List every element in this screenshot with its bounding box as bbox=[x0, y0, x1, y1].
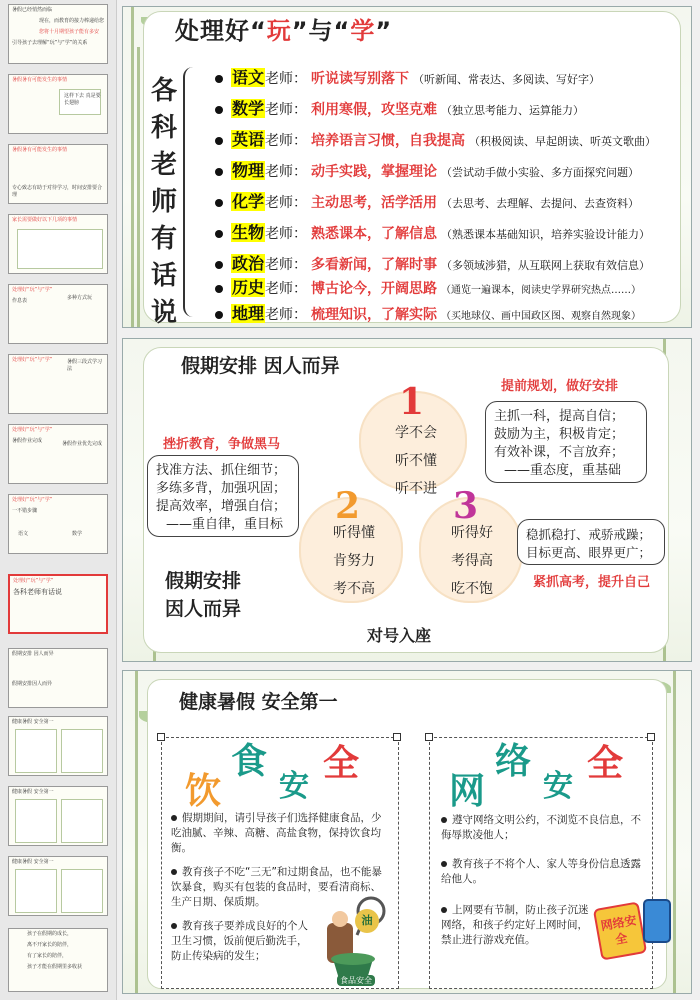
brace-divider bbox=[183, 67, 201, 317]
subject-row: 地理老师： 梳理知识，了解实际 （买地球仪、画中国政区图、观察自然现象） bbox=[215, 301, 641, 323]
subject-row: 物理老师： 动手实践，掌握理论 （尝试动手做小实验、多方面探究问题） bbox=[215, 158, 639, 180]
slide-safety bbox=[122, 670, 692, 994]
slide-thumbnail-10[interactable] bbox=[8, 648, 108, 708]
level-1-text: 学不会 听不懂 听不进 bbox=[395, 425, 437, 497]
network-bullet-3: 上网要有节制，防止孩子沉迷网络，和孩子约定好上网时间，禁止进行游戏充值。 bbox=[441, 904, 589, 946]
slide-thumbnail-11[interactable] bbox=[8, 716, 108, 776]
thumb-text: 假期安排因人而异 bbox=[12, 681, 53, 687]
slide-thumbnail-8[interactable] bbox=[8, 494, 108, 554]
network-title-char: 络 bbox=[495, 741, 532, 782]
food-bullet-3: 教育孩子要养成良好的个人卫生习惯，饭前便后勤洗手，防止传染病的发生； bbox=[171, 920, 308, 962]
level-2-number: 2 bbox=[335, 485, 361, 527]
thumb-text: 暑假作业完成 bbox=[12, 438, 43, 444]
phone-icon bbox=[643, 899, 671, 943]
subject-row: 政治老师： 多看新闻，了解时事 （多领域涉猎，从互联网上获取有效信息） bbox=[215, 251, 650, 273]
food-title-char: 全 bbox=[323, 743, 360, 784]
slide-thumbnail-3[interactable] bbox=[8, 144, 108, 204]
level-1-number: 1 bbox=[399, 381, 425, 423]
thumb-text: 暑假三段式学习法 bbox=[67, 359, 103, 372]
thumb-text: 各科老师有话说 bbox=[13, 588, 62, 596]
network-safety-badge: 网络安全 bbox=[593, 901, 647, 960]
slide-thumbnail-6[interactable] bbox=[8, 354, 108, 414]
slide-thumbnail-4[interactable] bbox=[8, 214, 108, 274]
slide-title: 处理好“玩”与“学” bbox=[175, 17, 393, 45]
thumb-text: 家长需要做好以下几项的事情 bbox=[12, 217, 78, 223]
level-3-heading: 紧抓高考，提升自己 bbox=[533, 575, 651, 590]
subject-row: 历史老师： 博古论今，开阔思路 （通览一遍课本，阅读史学界研究热点……） bbox=[215, 275, 641, 297]
network-bullet-1: 遵守网络文明公约，不浏览不良信息，不侮辱欺凌他人； bbox=[441, 814, 641, 841]
level-2-heading: 挫折教育，争做黑马 bbox=[163, 437, 281, 452]
thumb-text: 健康暑假 安全第一 bbox=[12, 719, 54, 725]
food-title-char: 安 bbox=[279, 769, 309, 804]
thumb-text: 一不错步骤 bbox=[12, 508, 38, 514]
network-bullet-2: 教育孩子不将个人、家人等身份信息透露给他人。 bbox=[441, 858, 641, 885]
thumb-text: 有了家长的陪伴， bbox=[27, 953, 68, 959]
network-title-char: 安 bbox=[543, 769, 573, 804]
slide-thumbnail-5[interactable] bbox=[8, 284, 108, 344]
level-1-bubble: 主抓一科，提高自信； 鼓励为主，积极肯定； 有效补课，不言放弃； ——重态度，重基础 bbox=[485, 401, 647, 483]
food-bullet-1: 假期期间，请引导孩子们选择健康食品，少吃油腻、辛辣、高糖、高盐食物，保持饮食均衡。 bbox=[171, 812, 382, 854]
level-3-text: 听得好 考得高 吃不饱 bbox=[451, 525, 493, 597]
vertical-heading: 各 科 老 师 有 话 说 bbox=[150, 76, 177, 328]
thumb-text: 暑假作业优先完成 bbox=[62, 441, 103, 447]
thumb-text: 作息表 bbox=[12, 298, 28, 304]
slide-title: 假期安排 因人而异 bbox=[181, 355, 340, 377]
level-3-number: 3 bbox=[453, 485, 479, 527]
footer-text: 对号入座 bbox=[367, 626, 432, 645]
slide-thumbnail-panel bbox=[0, 0, 117, 1000]
slide-thumbnail-2[interactable] bbox=[8, 74, 108, 134]
level-2-text: 听得懂 肯努力 考不高 bbox=[333, 525, 375, 597]
food-bullet-2: 教育孩子不吃“三无”和过期食品，也不能暴饮暴食，购买有包装的食品时，要看清商标、生产日期、保质期。 bbox=[171, 866, 382, 908]
thumb-text: 暑假暑有可能发生的事情 bbox=[12, 147, 68, 153]
slide-thumbnail-7[interactable] bbox=[8, 424, 108, 484]
thumb-text: 专心致志有助于对待学习，时间安排要合理 bbox=[12, 185, 103, 198]
thumb-text: 处理好“玩”与“学” bbox=[12, 287, 53, 293]
level-2-bubble: 找准方法、抓住细节； 多练多背，加强巩固； 提高效率，增强自信； ——重自律，重目标 bbox=[147, 455, 299, 537]
thumb-text: 这样下去 真是要长翅膀 bbox=[64, 93, 101, 106]
slide-teachers-advice bbox=[122, 6, 692, 328]
level-3-bubble: 稳抓稳打、戒骄戒躁； 目标更高、眼界更广； bbox=[517, 519, 665, 565]
slide-holiday-plan bbox=[122, 338, 692, 662]
thumb-text: 离不开家长的陪伴， bbox=[27, 942, 73, 948]
food-safety-badge: 食品安全 bbox=[337, 975, 375, 986]
slide-thumbnail-14[interactable] bbox=[8, 928, 108, 992]
level-1-heading: 提前规划，做好安排 bbox=[501, 379, 619, 394]
thumb-text: 假期安排 因人而异 bbox=[12, 651, 54, 657]
summary-text: 假期安排 因人而异 bbox=[165, 570, 242, 620]
thumb-text: 现在，而教育的接力棒递给您 bbox=[39, 18, 105, 24]
slide-thumbnail-1[interactable] bbox=[8, 4, 108, 64]
subject-row: 英语老师： 培养语言习惯，自我提高 （积极阅读、早起朗读、听英文歌曲） bbox=[215, 127, 656, 149]
food-title-char: 食 bbox=[231, 741, 268, 782]
thumb-text: 处理好“玩”与“学” bbox=[12, 357, 53, 363]
thumb-text: 语文 bbox=[18, 531, 29, 537]
thumb-text: 数学 bbox=[72, 531, 83, 537]
network-title-char: 网 bbox=[449, 771, 486, 812]
thumb-text: 处理好“玩”与“学” bbox=[12, 427, 53, 433]
food-title-char: 饮 bbox=[185, 771, 222, 812]
oil-jar: 油 bbox=[355, 909, 379, 933]
subject-row: 生物老师： 熟悉课本，了解信息 （熟悉课本基础知识，培养实验设计能力） bbox=[215, 220, 650, 242]
network-title-char: 全 bbox=[587, 743, 624, 784]
thumb-text: 暑假暑有可能发生的事情 bbox=[12, 77, 68, 83]
thumb-text: 多种方式玩 bbox=[67, 295, 93, 301]
subject-row: 化学老师： 主动思考，活学活用 （去思考、去理解、去提问、去查资料） bbox=[215, 189, 639, 211]
thumb-text: 您将十月期望孩子能有多安 bbox=[39, 29, 100, 35]
thumb-text: 引导孩子去理解“玩”与“学”的关系 bbox=[12, 40, 88, 46]
slide-title: 健康暑假 安全第一 bbox=[179, 691, 338, 713]
thumb-text: 孩子才能在假期里多收获 bbox=[27, 964, 83, 970]
slide-thumbnail-13[interactable] bbox=[8, 856, 108, 916]
thumb-text: 健康暑假 安全第一 bbox=[12, 859, 54, 865]
subject-row: 语文老师： 听说读写别落下 （听新闻、常表达、多阅读、写好字） bbox=[215, 65, 600, 87]
slide-thumbnail-9[interactable] bbox=[8, 574, 108, 634]
slide-thumbnail-12[interactable] bbox=[8, 786, 108, 846]
thumb-text: 孩子在假期的成长， bbox=[27, 931, 73, 937]
thumb-text: 处理好“玩”与“学” bbox=[12, 497, 53, 503]
thumb-text: 健康暑假 安全第一 bbox=[12, 789, 54, 795]
subject-row: 数学老师： 利用寒假，攻坚克难 （独立思考能力、运算能力） bbox=[215, 96, 584, 118]
thumb-text: 暑假已经悄然而临 bbox=[12, 7, 53, 13]
thumb-text: 处理好“玩”与“学” bbox=[13, 578, 54, 584]
